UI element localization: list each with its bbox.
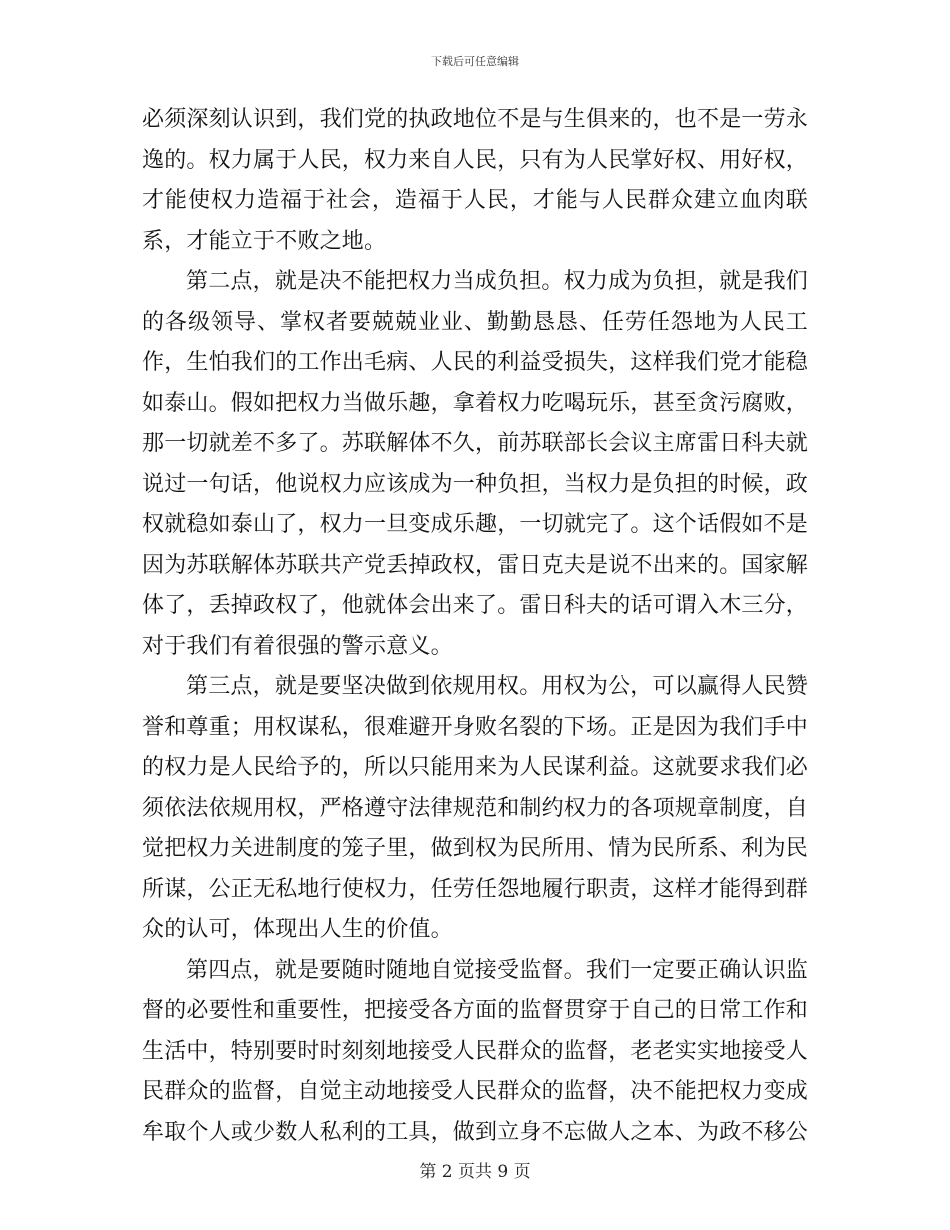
paragraph-point-three: 第三点，就是要坚决做到依规用权。用权为公，可以赢得人民赞誉和尊重；用权谋私，很难避开身败名裂的下场。正是因为我们手中的权力是人民给予的，所以只能用来为人民谋利益。这就要求我们必须依法依规用权，严格遵守法律规范和制约权力的各项规章制度，自觉把权力关进制度的笼子里，做到权为民所用、情为民所系、利为民所谋，公正无私地行使权力，任劳任怨地履行职责，这样才能得到群众的认可，体现出人生的价值。 bbox=[142, 674, 809, 942]
paragraph-point-two: 第二点，就是决不能把权力当成负担。权力成为负担，就是我们的各级领导、掌权者要兢兢业业、勤勤恳恳、任劳任怨地为人民工作，生怕我们的工作出毛病、人民的利益受损失，这样我们党才能稳如泰山。假如把权力当做乐趣，拿着权力吃喝玩乐，甚至贪污腐败，那一切就差不多了。苏联解体不久，前苏联部长会议主席雷日科夫就说过一句话，他说权力应该成为一种负担，当权力是负担的时候，政权就稳如泰山了，权力一旦变成乐趣，一切就完了。这个话假如不是因为苏联解体苏联共产党丢掉政权，雷日克夫是说不出来的。国家解体了，丢掉政权了，他就体会出来了。雷日科夫的话可谓入木三分，对于我们有着很强的警示意义。 bbox=[142, 269, 809, 659]
document-body bbox=[142, 100, 808, 1153]
page-header-note: 下载后可任意编辑 bbox=[431, 55, 519, 68]
paragraph-point-four: 第四点，就是要随时随地自觉接受监督。我们一定要正确认识监督的必要性和重要性，把接受各方面的监督贯穿于自己的日常工作和生活中，特别要时时刻刻地接受人民群众的监督，老老实实地接受人民群众的监督，自觉主动地接受人民群众的监督，决不能把权力变成牟取个人或少数人私利的工具，做到立身不忘做人之本、为政不移公 bbox=[142, 957, 809, 1145]
page-number: 第 2 页共 9 页 bbox=[419, 1162, 531, 1182]
paragraph-continuation: 必须深刻认识到，我们党的执政地位不是与生俱来的，也不是一劳永逸的。权力属于人民，权力来自人民，只有为人民掌好权、用好权，才能使权力造福于社会，造福于人民，才能与人民群众建立血肉联系，才能立于不败之地。 bbox=[142, 107, 809, 254]
